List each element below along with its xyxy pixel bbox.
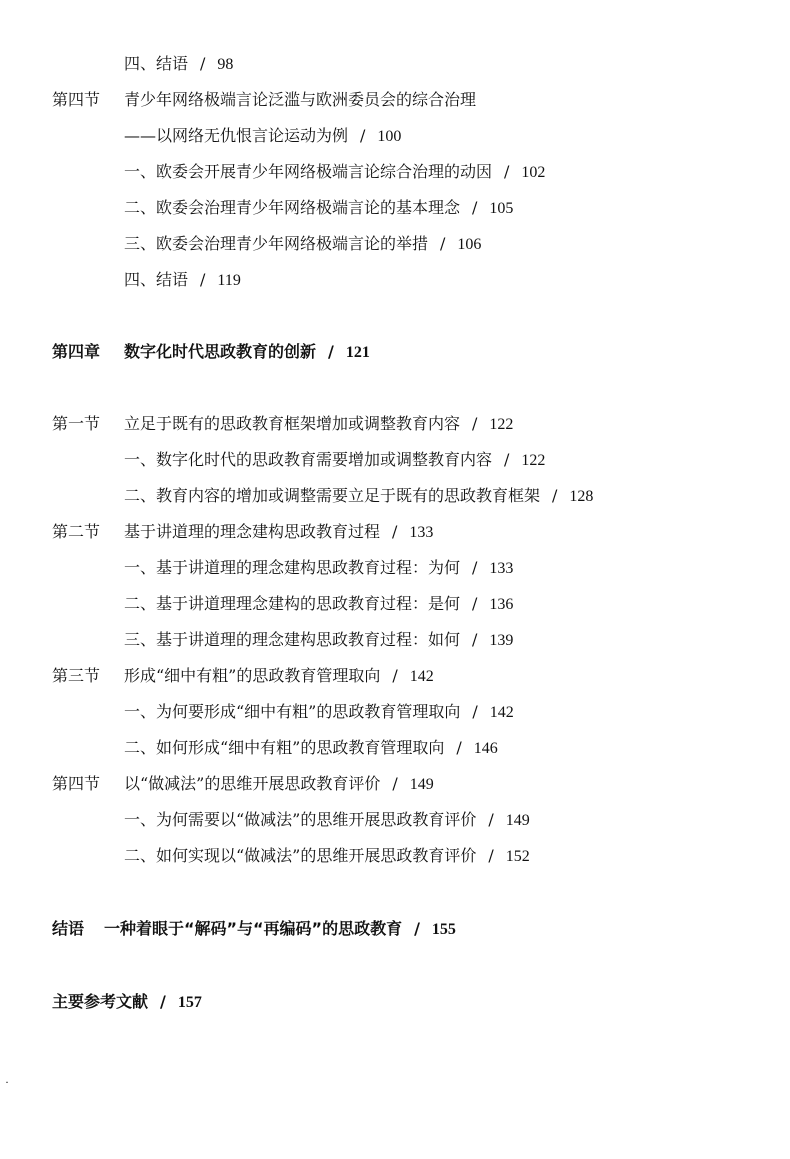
chapter-label: 结语 xyxy=(52,919,85,938)
entry-title: 四、结语 xyxy=(124,54,189,73)
section-label: 第一节 xyxy=(52,414,101,433)
separator: / xyxy=(552,486,558,505)
chapter-title: 数字化时代思政教育的创新 xyxy=(124,342,317,361)
page-number: 122 xyxy=(521,452,546,469)
separator: / xyxy=(472,198,478,217)
page-number: 142 xyxy=(409,668,434,685)
toc-entry xyxy=(124,270,241,291)
entry-title: 二、如何实现以“做减法”的思维开展思政教育评价 xyxy=(124,846,477,865)
entry-title: 一、基于讲道理的理念建构思政教育过程：为何 xyxy=(124,558,461,577)
page-number: 155 xyxy=(431,921,456,938)
chapter-title: 主要参考文献 xyxy=(52,992,149,1011)
page-number: 128 xyxy=(569,488,594,505)
separator: / xyxy=(472,594,478,613)
separator: / xyxy=(440,234,446,253)
toc-section xyxy=(52,774,434,795)
separator: / xyxy=(472,630,478,649)
chapter-title: 一种着眼于“解码”与“再编码”的思政教育 xyxy=(104,919,403,938)
page-number: 152 xyxy=(505,848,530,865)
separator: / xyxy=(456,738,462,757)
toc-entry xyxy=(124,846,530,867)
separator: / xyxy=(392,522,398,541)
separator: / xyxy=(488,846,494,865)
section-title: 立足于既有的思政教育框架增加或调整教育内容 xyxy=(124,414,461,433)
toc-entry xyxy=(124,594,513,615)
toc-entry xyxy=(124,486,593,507)
entry-title: 二、如何形成“细中有粗”的思政教育管理取向 xyxy=(124,738,445,757)
entry-subtitle: ——以网络无仇恨言论运动为例 xyxy=(124,126,349,145)
toc-chapter xyxy=(52,342,370,363)
toc-section xyxy=(52,414,513,435)
margin-mark: ˙ xyxy=(4,1080,10,1094)
entry-title: 三、基于讲道理的理念建构思政教育过程：如何 xyxy=(124,630,461,649)
chapter-label: 第四章 xyxy=(52,342,101,361)
toc-entry xyxy=(124,738,498,759)
toc-entry xyxy=(124,162,545,183)
entry-title: 一、数字化时代的思政教育需要增加或调整教育内容 xyxy=(124,450,493,469)
separator: / xyxy=(160,992,166,1011)
toc-conclusion xyxy=(52,919,456,940)
separator: / xyxy=(360,126,366,145)
separator: / xyxy=(472,558,478,577)
page-number: 100 xyxy=(377,128,402,145)
toc-references xyxy=(52,992,202,1013)
separator: / xyxy=(392,666,398,685)
section-label: 第二节 xyxy=(52,522,101,541)
page-number: 122 xyxy=(489,416,514,433)
entry-title: 二、教育内容的增加或调整需要立足于既有的思政教育框架 xyxy=(124,486,541,505)
toc-entry xyxy=(124,126,401,147)
page-number: 106 xyxy=(457,236,482,253)
page-number: 121 xyxy=(345,344,370,361)
entry-title: 二、欧委会治理青少年网络极端言论的基本理念 xyxy=(124,198,461,217)
page-number: 139 xyxy=(489,632,514,649)
page-number: 98 xyxy=(217,56,234,73)
toc-entry xyxy=(124,558,513,579)
page-number: 119 xyxy=(217,272,241,289)
toc-entry xyxy=(124,630,513,651)
section-label: 第四节 xyxy=(52,90,101,109)
separator: / xyxy=(504,450,510,469)
section-title: 形成“细中有粗”的思政教育管理取向 xyxy=(124,666,381,685)
toc-section xyxy=(52,522,433,543)
page-number: 105 xyxy=(489,200,514,217)
entry-title: 三、欧委会治理青少年网络极端言论的举措 xyxy=(124,234,429,253)
toc-entry xyxy=(124,54,233,75)
entry-title: 一、为何要形成“细中有粗”的思政教育管理取向 xyxy=(124,702,461,721)
separator: / xyxy=(200,270,206,289)
separator: / xyxy=(328,342,334,361)
separator: / xyxy=(472,414,478,433)
entry-title: 一、欧委会开展青少年网络极端言论综合治理的动因 xyxy=(124,162,493,181)
page-number: 146 xyxy=(473,740,498,757)
page-number: 133 xyxy=(489,560,514,577)
toc-entry xyxy=(124,450,545,471)
section-title: 青少年网络极端言论泛滥与欧洲委员会的综合治理 xyxy=(124,90,477,109)
page-number: 149 xyxy=(409,776,434,793)
toc-entry xyxy=(124,702,514,723)
page-number: 149 xyxy=(505,812,530,829)
separator: / xyxy=(200,54,206,73)
separator: / xyxy=(488,810,494,829)
toc-section xyxy=(52,90,476,110)
entry-title: 二、基于讲道理理念建构的思政教育过程：是何 xyxy=(124,594,461,613)
page-number: 102 xyxy=(521,164,546,181)
page-number: 157 xyxy=(177,994,202,1011)
separator: / xyxy=(472,702,478,721)
toc-entry xyxy=(124,198,513,219)
section-label: 第三节 xyxy=(52,666,101,685)
separator: / xyxy=(392,774,398,793)
section-title: 以“做减法”的思维开展思政教育评价 xyxy=(124,774,381,793)
page-number: 136 xyxy=(489,596,514,613)
separator: / xyxy=(504,162,510,181)
toc-section xyxy=(52,666,434,687)
page-number: 142 xyxy=(489,704,514,721)
entry-title: 一、为何需要以“做减法”的思维开展思政教育评价 xyxy=(124,810,477,829)
page-number: 133 xyxy=(409,524,434,541)
separator: / xyxy=(414,919,420,938)
section-title: 基于讲道理的理念建构思政教育过程 xyxy=(124,522,381,541)
entry-title: 四、结语 xyxy=(124,270,189,289)
section-label: 第四节 xyxy=(52,774,101,793)
toc-entry xyxy=(124,810,530,831)
toc-entry xyxy=(124,234,481,255)
